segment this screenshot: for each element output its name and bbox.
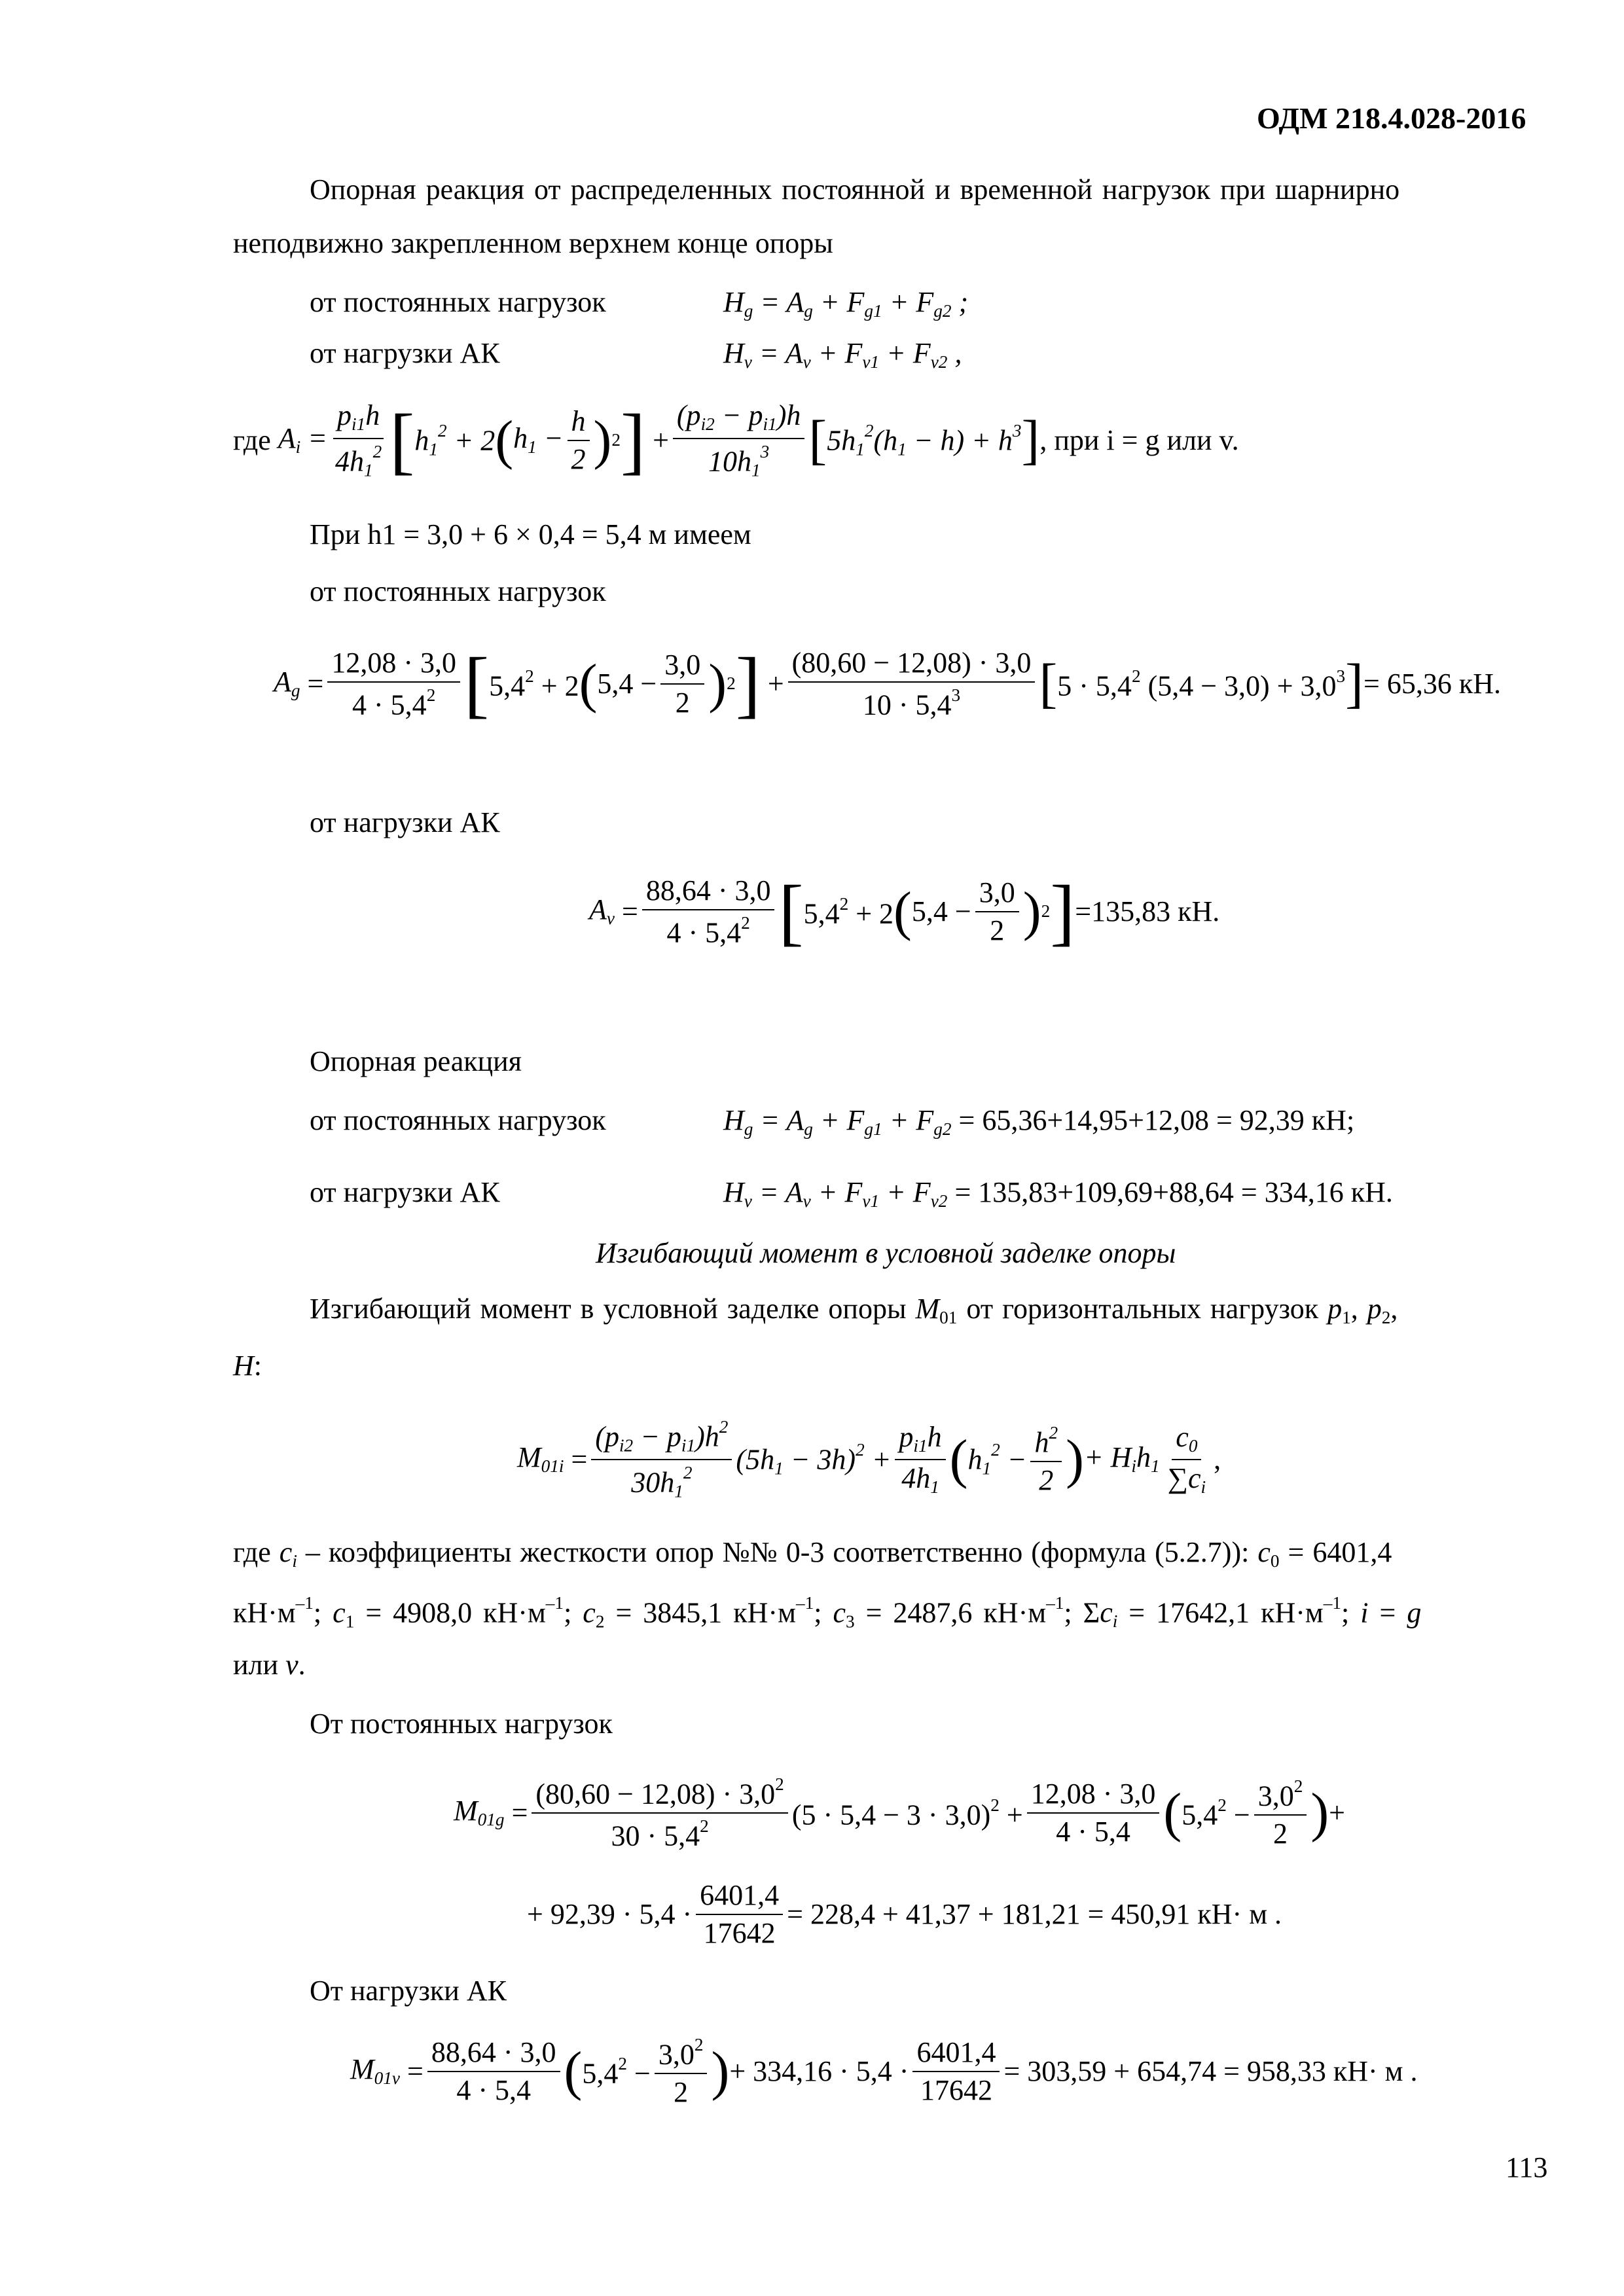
- hg-definition-formula: $H_g = A_g + F_{g1} + F_{g2}$ ;: [723, 286, 969, 321]
- m01g-label: От постоянных нагрузок: [310, 1708, 613, 1740]
- hv-numeric-formula: $H_v = A_v + F_{v1} + F_{v2} = 135,83+109,69+88,64 = 334,16$ кН.: [723, 1176, 1393, 1211]
- h1-value-line: При h1 = 3,0 + 6 × 0,4 = 5,4 м имеем: [310, 518, 751, 550]
- document-code: ОДМ 218.4.028-2016: [1257, 101, 1526, 135]
- where-label: где: [233, 424, 271, 456]
- support-ak-label: от нагрузки АК: [310, 1176, 500, 1208]
- m01g-formula-line2: + 92,39 · 5,4 · $\frac{6401,4}{17642}$ = 228,4 + 41,37 + 181,21 = 450,91 кН· м .: [527, 1879, 1282, 1949]
- paragraph-support-reaction-line1: Опорная реакция от распределенных постоянной и временной нагрузок при шарнирно: [310, 173, 1400, 206]
- m01v-formula: $M_{01v}$ = $\frac{88,64 \cdot 3,0}{4 \cdot 5,4}$ ( $5,4^2$ − $\frac{3,0^2}{2}$ ) + 334,16 · 5,4 · $\frac{6401,4}{17642}$ = 303,59 + 654,74 = 958,33 кН· м .: [350, 2034, 1418, 2109]
- av-numeric-formula: $A_v$ = $\frac{88,64 \cdot 3,0}{4 \cdot 5,4^2}$ [ $5,4^2 + 2$ ( 5,4 − $\frac{3,0}{2}$ ) 2 ] =135,83 кН.: [589, 870, 1220, 954]
- ak-load-label-2: от нагрузки АК: [310, 806, 500, 838]
- support-perm-label: от постоянных нагрузок: [310, 1104, 606, 1136]
- ag-numeric-formula: $A_g$ = $\frac{12,08 \cdot 3,0}{4 \cdot 5,4^2}$ [ $5,4^2 + 2$ ( 5,4 − $\frac{3,0}{2}$ ) 2 ] + $\frac{(80,60 - 12,08) \cdot 3,0}{10 \cdot 5,4^3}$ [ $5 \cdot 5,4^2$ $(5,4 - 3,0) + 3,0^3$ ] = 65,36 кН.: [274, 642, 1501, 726]
- ci-paragraph-line1: где $c_i$ – коэффициенты жесткости опор №№ 0-3 соответственно (формула (5.2.7)): $c_0 = 6401,4$: [233, 1536, 1392, 1571]
- ai-general-formula: где $A_i$ = $\frac{p_{i1}h}{4h_1^2}$ [ $h_1^2 + 2$ ( $h_1$ − $\frac{h}{2}$ ) 2 ] + $\frac{(p_{i2} - p_{i1})h}{10h_1^3}$ [ $5h_1^2(h_1 - h) + h^3$ ] , при i = g или v.: [233, 399, 1239, 482]
- section-title: Изгибающий момент в условной заделке опоры: [596, 1237, 1176, 1269]
- ag-result: = 65,36 кН.: [1363, 668, 1501, 700]
- m01i-general-formula: $M_{01i}$ = $\frac{(p_{i2} - p_{i1})h^2}{30h_1^2}$ $(5h_1 - 3h)^2$ + $\frac{p_{i1}h}{4h_1}$ ( $h_1^2$ − $\frac{h^2}{2}$ ) + $H_ih_1$ $\frac{c_0}{\sum c_i}$ ,: [517, 1417, 1221, 1501]
- av-result: =135,83 кН.: [1075, 895, 1220, 927]
- ai-formula-tail: , при i = g или v.: [1039, 424, 1239, 456]
- support-reaction-title: Опорная реакция: [310, 1045, 522, 1077]
- m01v-result: = 303,59 + 654,74 = 958,33 кН· м .: [1003, 2055, 1418, 2087]
- m01g-result: = 228,4 + 41,37 + 181,21 = 450,91 кН· м .: [787, 1898, 1282, 1930]
- ci-paragraph-line2: $кН\cdot м^{-1}$; $c_1 = 4908,0$ $кН\cdot м^{-1}$; $c_2 = 3845,1$ $кН\cdot м^{-1}$; $c_3 = 2487,6$ $кН\cdot м^{-1}$; $\Sigma c_i = 17642,1$ $кН\cdot м^{-1}$; i = g: [233, 1593, 1422, 1632]
- page-number: 113: [1506, 2151, 1548, 2183]
- paragraph-support-reaction-line2: неподвижно закрепленном верхнем конце опоры: [233, 227, 833, 259]
- perm-load-label-2: от постоянных нагрузок: [310, 575, 606, 607]
- hg-numeric-formula: $H_g = A_g + F_{g1} + F_{g2} = 65,36+14,95+12,08 = 92,39$ кН;: [723, 1104, 1355, 1139]
- ak-load-label: от нагрузки АК: [310, 337, 500, 369]
- perm-load-label: от постоянных нагрузок: [310, 286, 606, 318]
- ci-paragraph-line3: или v.: [233, 1649, 306, 1681]
- m01g-formula-line1: $M_{01g}$ = $\frac{(80,60 - 12,08) \cdot 3,0^2}{30 \cdot 5,4^2}$ $(5 \cdot 5,4 - 3 \cdot 3,0)^2$ + $\frac{12,08 \cdot 3,0}{4 \cdot 5,4}$ ( $5,4^2$ − $\frac{3,0^2}{2}$ ) +: [454, 1774, 1345, 1852]
- moment-paragraph-line2: H:: [233, 1350, 262, 1382]
- hv-definition-formula: $H_v = A_v + F_{v1} + F_{v2}$ ,: [723, 337, 962, 372]
- moment-paragraph-line1: Изгибающий момент в условной заделке опоры $M_{01}$ от горизонтальных нагрузок $p_1$, $p_2$,: [310, 1293, 1398, 1328]
- m01v-label: От нагрузки АК: [310, 1975, 507, 2007]
